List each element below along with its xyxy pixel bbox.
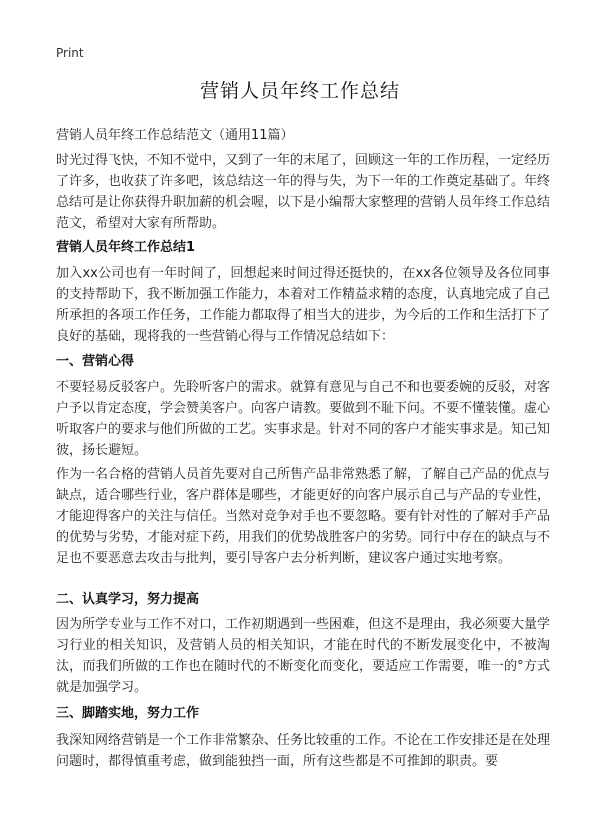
document-subtitle: 营销人员年终工作总结范文（通用11篇） <box>56 128 294 143</box>
subheading-marketing-insights: 一、营销心得 <box>56 354 135 369</box>
work-hard-paragraph: 我深知网络营销是一个工作非常繁杂、任务比较重的工作。不论在工作安排还是在处理问题时，都得慎重考虑，做到能独挡一面，所有这些都是不可推卸的职责。要 <box>56 733 551 769</box>
print-label[interactable]: Print <box>56 46 84 60</box>
subheading-study-hard: 二、认真学习，努力提高 <box>56 592 200 607</box>
subheading-work-hard: 三、脚踏实地，努力工作 <box>56 706 200 721</box>
marketing-insights-paragraph-2: 作为一名合格的营销人员首先要对自己所售产品非常熟悉了解，了解自己产品的优点与缺点，适合哪些行业，客户群体是哪些，才能更好的向客户展示自己与产品的专业性，才能迎得客户的关注与信任。当然对竞争对手也不要忽略。要有针对性的了解对手产品的优势与劣势，才能对症下药，用我们的优势战胜客户的劣势。同行中存在的缺点与不足也不要恶意去攻击与批判，要引导客户去分析判断，建议客户通过实地考察。 <box>56 467 551 566</box>
study-hard-paragraph: 因为所学专业与工作不对口，工作初期遇到一些困难，但这不是理由，我必须要大量学习行业的相关知识，及营销人员的相关知识，才能在时代的不断发展变化中，不被淘汰，而我们所做的工作也在随时代的不断变化而变化，要适应工作需要，唯一的°方式就是加强学习。 <box>56 617 551 695</box>
intro-paragraph: 时光过得飞快，不知不觉中，又到了一年的末尾了，回顾这一年的工作历程，一定经历了许多，也收获了许多吧，该总结这一年的得与失，为下一年的工作奠定基础了。年终总结可是让你获得升职加薪的机会喔，以下是小编帮大家整理的营销人员年终工作总结范文，希望对大家有所帮助。 <box>56 153 551 231</box>
page-title: 营销人员年终工作总结 <box>199 80 400 102</box>
section-1-paragraph: 加入xx公司也有一年时间了，回想起来时间过得还挺快的，在xx各位领导及各位同事的支持帮助下，我不断加强工作能力，本着对工作精益求精的态度，认真地完成了自己所承担的各项工作任务，工作能力都取得了相当大的进步，为今后的工作和生活打下了良好的基础，现将我的一些营销心得与工作情况总结如下： <box>56 266 551 344</box>
section-heading-1: 营销人员年终工作总结1 <box>56 240 196 255</box>
marketing-insights-paragraph-1: 不要轻易反驳客户。先聆听客户的需求。就算有意见与自己不和也要委婉的反驳，对客户予以肯定态度，学会赞美客户。向客户请教。要做到不耻下问。不要不懂装懂。虚心听取客户的要求与他们所做的工艺。实事求是。针对不同的客户才能实事求是。知己知彼，扬长避短。 <box>56 380 551 458</box>
